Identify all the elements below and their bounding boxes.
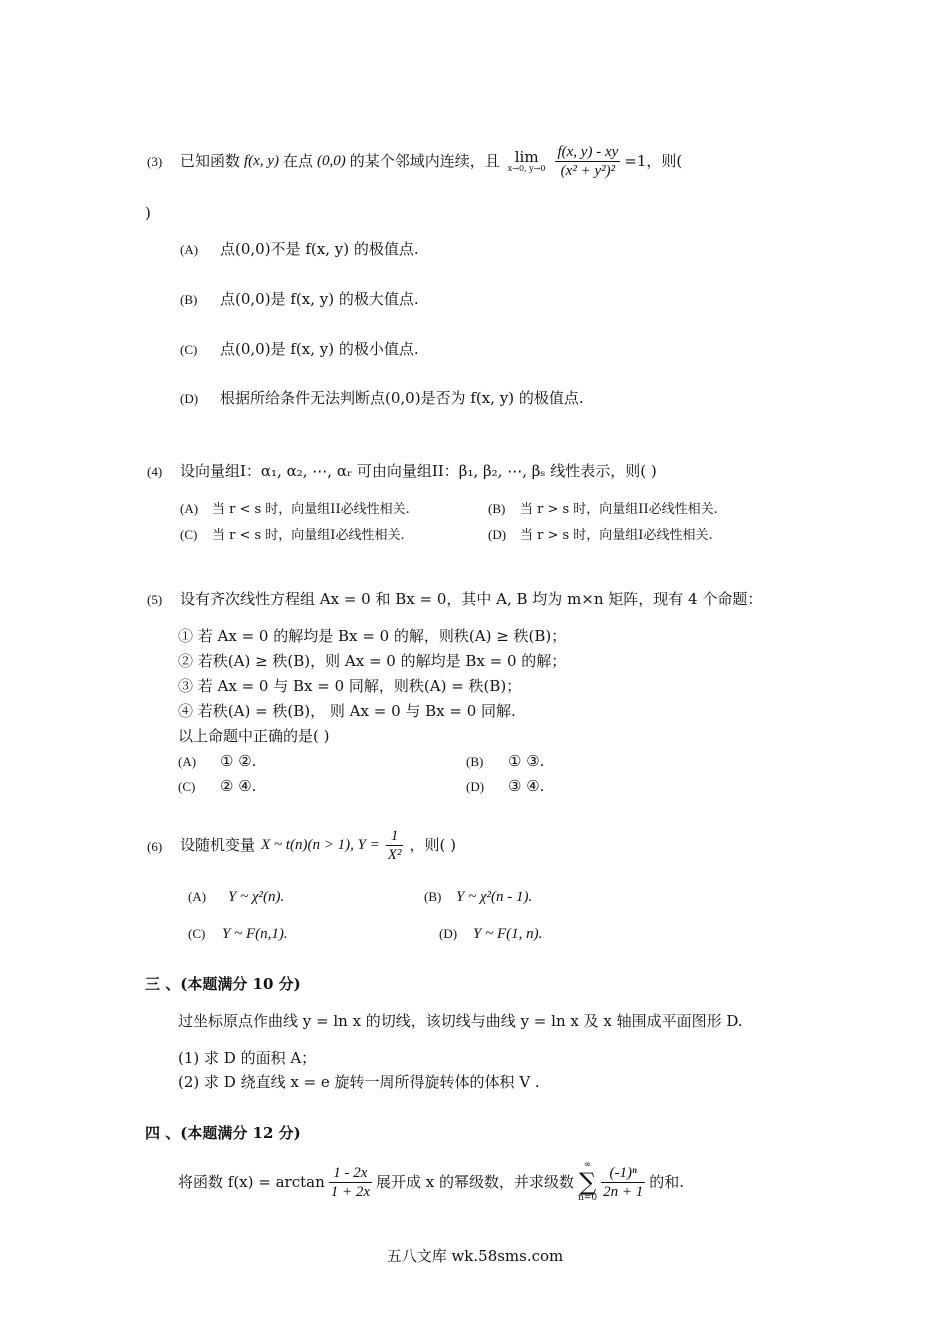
option-text: ③ ④. xyxy=(508,777,545,795)
option-label: (D) xyxy=(488,527,507,542)
option-label: (C) xyxy=(180,342,198,357)
option-text: Y ~ χ²(n - 1). xyxy=(456,889,533,905)
q6-option-c xyxy=(188,924,288,943)
q5-number: (5) xyxy=(147,592,163,607)
q5-item-2: ② 若秩(A) ≥ 秩(B)，则 Ax = 0 的解均是 Bx = 0 的解； xyxy=(178,652,567,670)
q3-fxy: f(x, y) xyxy=(244,153,279,169)
q5-option-a xyxy=(178,752,256,770)
q3-limit xyxy=(507,147,546,173)
option-label: (C) xyxy=(180,527,198,542)
option-text: Y ~ F(n,1). xyxy=(222,926,288,942)
section-3-heading: 三 、(本题满分 10 分) xyxy=(145,975,301,993)
option-label: (D) xyxy=(466,779,485,794)
option-text: 当 r > s 时，向量组II必线性相关. xyxy=(520,502,718,517)
q3-lim-sub: x→0, y→0 xyxy=(507,163,546,173)
section-4-heading: 四 、(本题满分 12 分) xyxy=(145,1124,301,1142)
option-text: 当 r > s 时，向量组I必线性相关. xyxy=(520,528,713,543)
q3-text-b: 在点 xyxy=(283,152,314,170)
series-fraction xyxy=(601,1164,645,1201)
q4-option-d xyxy=(488,527,713,544)
option-text: 当 r < s 时，向量组I必线性相关. xyxy=(212,528,405,543)
q4-option-a xyxy=(180,501,410,518)
q3-stem xyxy=(180,139,682,183)
option-label: (C) xyxy=(188,926,206,941)
q6-option-b xyxy=(424,887,532,906)
q5-item-4: ④ 若秩(A) = 秩(B)， 则 Ax = 0 与 Bx = 0 同解. xyxy=(178,702,516,720)
series-frac-num: (-1)ⁿ xyxy=(609,1164,637,1181)
sum-symbol xyxy=(578,1161,597,1203)
sigma-icon: ∑ xyxy=(578,1168,597,1196)
q6-frac-den: X² xyxy=(387,846,402,863)
q3-lim: lim xyxy=(514,147,539,166)
q6-option-a xyxy=(188,887,284,906)
series-frac-den: 2n + 1 xyxy=(603,1183,644,1200)
q3-option-c xyxy=(180,340,419,358)
option-text: 当 r < s 时，向量组II必线性相关. xyxy=(212,502,410,517)
section-4-text-c: 的和. xyxy=(649,1173,684,1191)
q6-stem-b: X ~ t(n)(n > 1), Y = xyxy=(261,837,380,853)
option-label: (B) xyxy=(488,501,506,516)
q3-fraction xyxy=(555,143,620,180)
option-label: (A) xyxy=(188,889,207,904)
section-3-body: 过坐标原点作曲线 y = ln x 的切线，该切线与曲线 y = ln x 及 x 轴围成平面图形 D. xyxy=(178,1012,743,1030)
option-text: 点(0,0)不是 f(x, y) 的极值点. xyxy=(220,240,419,258)
option-label: (A) xyxy=(180,242,199,257)
option-label: (D) xyxy=(180,391,199,406)
q6-stem-c: ，则( ) xyxy=(409,836,456,854)
q5-option-b xyxy=(466,752,544,770)
option-label: (B) xyxy=(424,889,442,904)
option-text: ① ③. xyxy=(508,752,545,770)
option-label: (D) xyxy=(439,926,458,941)
q6-fraction xyxy=(386,827,404,864)
section-4-text-b: 展开成 x 的幂级数，并求级数 xyxy=(376,1173,575,1191)
q3-close: ) xyxy=(145,204,151,222)
q3-equals: =1，则( xyxy=(624,152,683,170)
section-4-frac-den: 1 + 2x xyxy=(330,1183,371,1200)
q3-text-a: 已知函数 xyxy=(180,152,241,170)
option-text: 点(0,0)是 f(x, y) 的极小值点. xyxy=(220,340,419,358)
q5-option-c xyxy=(178,777,256,795)
q6-number: (6) xyxy=(147,839,163,854)
option-label: (A) xyxy=(178,754,197,769)
q4-option-b xyxy=(488,501,718,518)
q6-frac-num: 1 xyxy=(390,827,399,844)
q3-frac-num: f(x, y) - xy xyxy=(557,143,619,160)
q3-option-a xyxy=(180,240,419,258)
sum-lower: n=0 xyxy=(578,1193,598,1203)
q5-ask: 以上命题中正确的是( ) xyxy=(178,727,330,745)
section-3-part-2: (2) 求 D 绕直线 x = e 旋转一周所得旋转体的体积 V . xyxy=(178,1073,540,1091)
sum-upper: ∞ xyxy=(583,1160,592,1170)
option-label: (B) xyxy=(180,292,198,307)
option-label: (C) xyxy=(178,779,196,794)
section-4-frac-num: 1 - 2x xyxy=(333,1164,368,1181)
footer-watermark: 五八文库 wk.58sms.com xyxy=(386,1247,564,1265)
option-text: 根据所给条件无法判断点(0,0)是否为 f(x, y) 的极值点. xyxy=(220,389,584,407)
option-text: ② ④. xyxy=(220,777,257,795)
option-label: (B) xyxy=(466,754,484,769)
option-text: Y ~ F(1, n). xyxy=(473,926,543,942)
q5-item-3: ③ 若 Ax = 0 与 Bx = 0 同解，则秩(A) = 秩(B)； xyxy=(178,677,522,695)
option-label: (A) xyxy=(180,501,199,516)
q4-stem: 设向量组I：α₁, α₂, ⋯, αᵣ 可由向量组II：β₁, β₂, ⋯, βₛ 线性表示，则( ) xyxy=(180,462,657,480)
q6-stem xyxy=(180,823,456,867)
q6-stem-a: 设随机变量 xyxy=(180,836,256,854)
q3-option-b xyxy=(180,290,419,308)
option-text: ① ②. xyxy=(220,752,257,770)
section-4-body xyxy=(178,1158,684,1206)
q4-number: (4) xyxy=(147,464,163,479)
q3-option-d xyxy=(180,389,584,407)
q5-item-1: ① 若 Ax = 0 的解均是 Bx = 0 的解，则秩(A) ≥ 秩(B)； xyxy=(178,627,567,645)
option-text: Y ~ χ²(n). xyxy=(228,889,285,905)
q3-frac-den: (x² + y²)² xyxy=(555,161,620,180)
q3-number: (3) xyxy=(147,154,163,169)
q5-option-d xyxy=(466,777,544,795)
q5-stem: 设有齐次线性方程组 Ax = 0 和 Bx = 0，其中 A, B 均为 m×n 矩阵，现有 4 个命题： xyxy=(180,590,763,608)
q3-text-c: 的某个邻域内连续，且 xyxy=(349,152,500,170)
section-4-text-a: 将函数 f(x) = arctan xyxy=(178,1173,325,1191)
q3-point: (0,0) xyxy=(317,153,346,169)
section-3-part-1: (1) 求 D 的面积 A； xyxy=(178,1049,317,1067)
q6-option-d xyxy=(439,924,542,943)
section-4-fraction xyxy=(329,1164,372,1201)
option-text: 点(0,0)是 f(x, y) 的极大值点. xyxy=(220,290,419,308)
q4-option-c xyxy=(180,527,405,544)
